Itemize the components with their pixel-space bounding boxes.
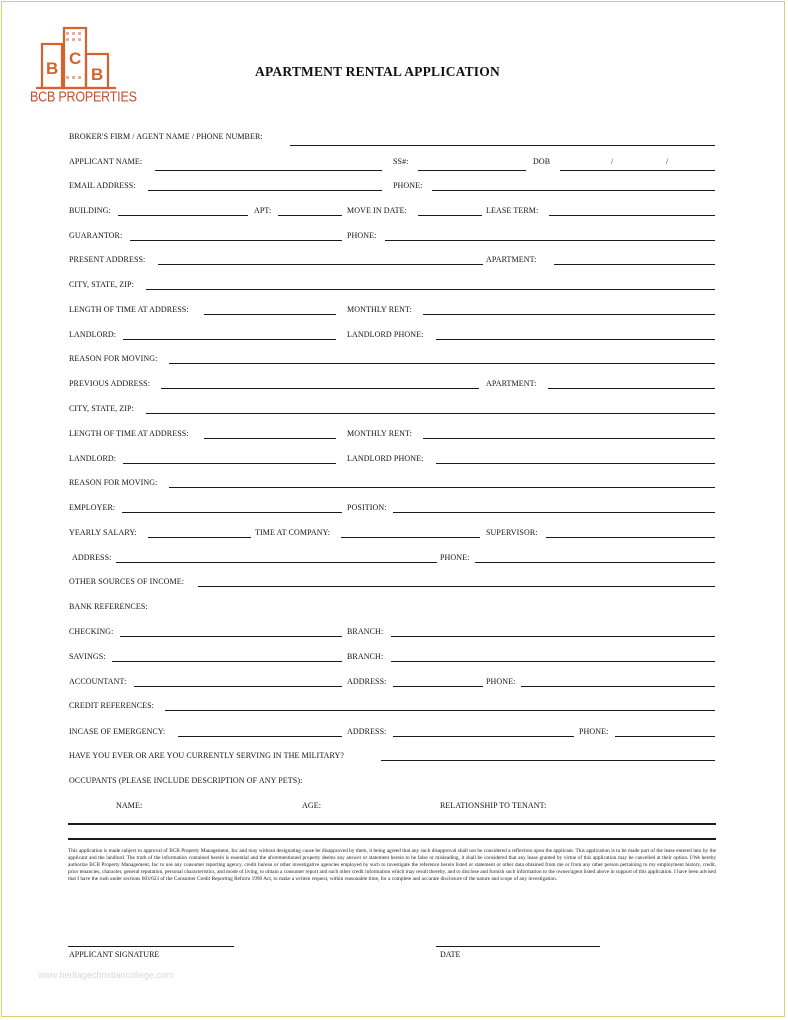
previous-address-row — [0, 379, 788, 395]
move-in-label: MOVE IN DATE: — [347, 206, 407, 215]
city-row-1 — [0, 280, 788, 296]
monthly-rent-label-1: MONTHLY RENT: — [347, 305, 412, 314]
checking-field[interactable] — [120, 636, 342, 637]
lease-term-label: LEASE TERM: — [486, 206, 539, 215]
dob-label: DOB — [533, 157, 551, 166]
position-field[interactable] — [393, 512, 715, 513]
city-state-zip-field-1[interactable] — [146, 289, 715, 290]
email-field[interactable] — [148, 190, 382, 191]
occupants-label: OCCUPANTS (PLEASE INCLUDE DESCRIPTION OF ANY PETS): — [69, 776, 303, 785]
emergency-address-field[interactable] — [393, 736, 574, 737]
reason-row-2 — [0, 478, 788, 494]
checking-branch-label: BRANCH: — [347, 627, 384, 636]
employer-row — [0, 503, 788, 519]
city-state-zip-field-2[interactable] — [146, 413, 715, 414]
accountant-address-label: ADDRESS: — [347, 677, 387, 686]
signature-line[interactable] — [68, 946, 234, 947]
military-field[interactable] — [381, 760, 715, 761]
phone-field[interactable] — [432, 190, 715, 191]
previous-apartment-label: APARTMENT: — [486, 379, 537, 388]
length-rent-row-2 — [0, 429, 788, 445]
accountant-field[interactable] — [134, 686, 342, 687]
bank-references-row — [0, 602, 788, 618]
supervisor-label: SUPERVISOR: — [486, 528, 538, 537]
employer-address-label: ADDRESS: — [72, 553, 112, 562]
landlord-row-2 — [0, 454, 788, 470]
occupant-age-label: AGE: — [302, 801, 322, 810]
emergency-row — [0, 727, 788, 743]
reason-for-moving-field-2[interactable] — [169, 487, 715, 488]
dob-field[interactable] — [560, 170, 715, 171]
accountant-phone-field[interactable] — [521, 686, 715, 687]
apt-field[interactable] — [278, 215, 342, 216]
guarantor-phone-label: PHONE: — [347, 231, 377, 240]
landlord-phone-label-2: LANDLORD PHONE: — [347, 454, 424, 463]
occupants-row — [0, 776, 788, 792]
landlord-field-2[interactable] — [123, 463, 336, 464]
checking-label: CHECKING: — [69, 627, 114, 636]
savings-row — [0, 652, 788, 668]
city-state-zip-label-2: CITY, STATE, ZIP: — [69, 404, 134, 413]
bank-references-label: BANK REFERENCES: — [69, 602, 148, 611]
ssn-field[interactable] — [418, 170, 526, 171]
reason-row-1 — [0, 354, 788, 370]
employer-label: EMPLOYER: — [69, 503, 116, 512]
broker-row — [0, 132, 788, 148]
watermark-text: www.heritagechristiancollege.com — [38, 970, 174, 980]
yearly-salary-field[interactable] — [148, 537, 251, 538]
landlord-label-2: LANDLORD: — [69, 454, 117, 463]
broker-field[interactable] — [290, 145, 715, 146]
accountant-address-field[interactable] — [393, 686, 483, 687]
building-field[interactable] — [118, 215, 248, 216]
phone-label: PHONE: — [393, 181, 423, 190]
checking-branch-field[interactable] — [391, 636, 715, 637]
emergency-address-label: ADDRESS: — [347, 727, 387, 736]
other-income-field[interactable] — [198, 586, 715, 587]
employer-address-row — [0, 553, 788, 569]
date-line[interactable] — [436, 946, 600, 947]
previous-apartment-field[interactable] — [548, 388, 715, 389]
yearly-salary-label: YEARLY SALARY: — [69, 528, 137, 537]
accountant-label: ACCOUNTANT: — [69, 677, 127, 686]
other-income-row — [0, 577, 788, 593]
present-address-row — [0, 255, 788, 271]
savings-label: SAVINGS: — [69, 652, 106, 661]
landlord-phone-label-1: LANDLORD PHONE: — [347, 330, 424, 339]
length-of-time-label-1: LENGTH OF TIME AT ADDRESS: — [69, 305, 189, 314]
dob-separator-1: / — [611, 157, 614, 166]
employer-phone-label: PHONE: — [440, 553, 470, 562]
city-state-zip-label-1: CITY, STATE, ZIP: — [69, 280, 134, 289]
time-at-company-field[interactable] — [341, 537, 480, 538]
savings-branch-field[interactable] — [391, 661, 715, 662]
broker-label: BROKER'S FIRM / AGENT NAME / PHONE NUMBER: — [69, 132, 263, 141]
monthly-rent-label-2: MONTHLY RENT: — [347, 429, 412, 438]
guarantor-row — [0, 231, 788, 247]
length-of-time-field-1[interactable] — [204, 314, 336, 315]
apt-label: APT: — [254, 206, 272, 215]
emergency-phone-field[interactable] — [615, 736, 715, 737]
time-at-company-label: TIME AT COMPANY: — [255, 528, 331, 537]
emergency-label: INCASE OF EMERGENCY: — [69, 727, 166, 736]
military-row — [0, 751, 788, 767]
previous-address-label: PREVIOUS ADDRESS: — [69, 379, 151, 388]
employer-field[interactable] — [122, 512, 342, 513]
email-row — [0, 181, 788, 197]
occupant-name-label: NAME: — [116, 801, 143, 810]
supervisor-field[interactable] — [546, 537, 715, 538]
occupant-entry-line-1[interactable] — [68, 823, 716, 825]
dob-separator-2: / — [666, 157, 669, 166]
page-title: APARTMENT RENTAL APPLICATION — [255, 64, 500, 79]
move-in-field[interactable] — [418, 215, 482, 216]
building-row — [0, 206, 788, 222]
emergency-phone-label: PHONE: — [579, 727, 609, 736]
present-apartment-label: APARTMENT: — [486, 255, 537, 264]
present-address-field[interactable] — [158, 264, 483, 265]
logo-letter-b1: B — [46, 59, 59, 78]
occupant-entry-line-2[interactable] — [68, 838, 716, 840]
landlord-label-1: LANDLORD: — [69, 330, 117, 339]
applicant-name-field[interactable] — [155, 170, 382, 171]
emergency-field[interactable] — [178, 736, 342, 737]
logo-letter-b2: B — [91, 65, 104, 84]
accountant-row — [0, 677, 788, 693]
length-rent-row-1 — [0, 305, 788, 321]
reason-for-moving-field-1[interactable] — [169, 363, 715, 364]
occupant-columns-row — [0, 801, 788, 817]
signature-label: APPLICANT SIGNATURE — [69, 950, 160, 959]
present-address-label: PRESENT ADDRESS: — [69, 255, 146, 264]
guarantor-field[interactable] — [130, 240, 342, 241]
employer-phone-field[interactable] — [475, 562, 715, 563]
checking-row — [0, 627, 788, 643]
landlord-field-1[interactable] — [123, 339, 336, 340]
reason-for-moving-label-1: REASON FOR MOVING: — [69, 354, 158, 363]
guarantor-phone-field[interactable] — [385, 240, 715, 241]
credit-references-label: CREDIT REFERENCES: — [69, 701, 154, 710]
logo-letter-c: C — [69, 49, 82, 68]
savings-field[interactable] — [112, 661, 342, 662]
city-row-2 — [0, 404, 788, 420]
lease-term-field[interactable] — [549, 215, 715, 216]
savings-branch-label: BRANCH: — [347, 652, 384, 661]
landlord-phone-field-1[interactable] — [436, 339, 715, 340]
salary-row — [0, 528, 788, 544]
landlord-row-1 — [0, 330, 788, 346]
landlord-phone-field-2[interactable] — [436, 463, 715, 464]
email-label: EMAIL ADDRESS: — [69, 181, 136, 190]
disclaimer-text: This application is made subject to approval of BCB Property Management, Inc and may without designating cause be disapproved by them, it being agreed that any such disapproval shall not be considered a reflection upon the applicant. This application is to be made part of the lease entered into by the applicant and the landlord. The truth of the information contained herein is essential and the aforementioned property deems any answer or statement herein to be false or misleading, it shall be considered that any lease granted by virtue of this application may be cancelled at their option. I/We hereby authorize BCB Property Management, Inc to use any consumer reporting agency, credit bureau or other investigative agencies employed by such to investigate the reference herein listed or statement or other data obtained from me or from any other person pertaining to my employment history, credit, prior tenancies, character, general reputation, personal characteristics, and mode of living, to obtain a consumer report and such other credit information which may result thereby, and to disclose and furnish such information to the owner/agent listed above in support of this application. I have been advised that I have the rush under sections 603/623 of the Consumer Credit Reporting Reform 1996 Act, to make a written request, within reasonable time, for a complete and accurate disclosure of the nature and scope of any investigation. — [68, 848, 716, 883]
guarantor-label: GUARANTOR: — [69, 231, 123, 240]
employer-address-field[interactable] — [116, 562, 437, 563]
credit-references-row — [0, 701, 788, 717]
present-apartment-field[interactable] — [554, 264, 715, 265]
ssn-label: SS#: — [393, 157, 409, 166]
applicant-row — [0, 157, 788, 173]
other-income-label: OTHER SOURCES OF INCOME: — [69, 577, 185, 586]
date-label: DATE — [440, 950, 461, 959]
position-label: POSITION: — [347, 503, 387, 512]
monthly-rent-field-1[interactable] — [423, 314, 715, 315]
length-of-time-label-2: LENGTH OF TIME AT ADDRESS: — [69, 429, 189, 438]
military-label: HAVE YOU EVER OR ARE YOU CURRENTLY SERVING IN THE MILITARY? — [69, 751, 345, 760]
applicant-name-label: APPLICANT NAME: — [69, 157, 143, 166]
previous-address-field[interactable] — [161, 388, 479, 389]
reason-for-moving-label-2: REASON FOR MOVING: — [69, 478, 158, 487]
occupant-relationship-label: RELATIONSHIP TO TENANT: — [440, 801, 547, 810]
monthly-rent-field-2[interactable] — [423, 438, 715, 439]
length-of-time-field-2[interactable] — [204, 438, 336, 439]
credit-references-field[interactable] — [165, 710, 715, 711]
logo-brand-text: BCB PROPERTIES — [30, 88, 137, 106]
accountant-phone-label: PHONE: — [486, 677, 516, 686]
building-label: BUILDING: — [69, 206, 111, 215]
